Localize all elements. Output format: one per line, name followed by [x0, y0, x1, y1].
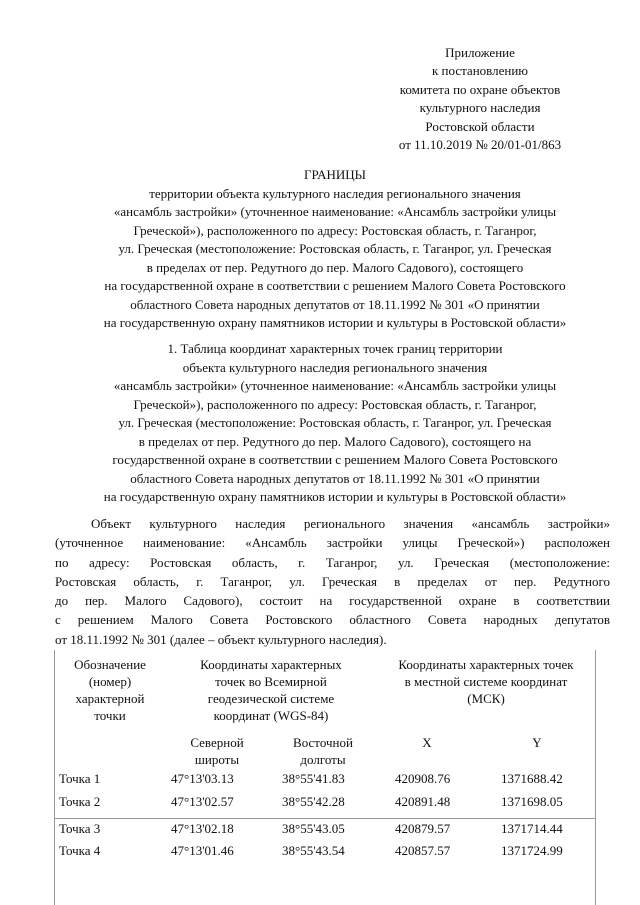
paragraph-line: по адресу: Ростовская область, г. Таганрог, ул. Греческая (местоположение:: [55, 554, 610, 570]
subheader-y: [487, 734, 587, 751]
section-line: объекта культурного наследия регионального значения: [182, 359, 488, 375]
table-row: [55, 791, 595, 813]
header-text: Восточной: [293, 735, 353, 750]
latitude-cell: 47°13'03.13: [171, 771, 234, 786]
paragraph-line: с решением Малого Совета Ростовского областного Совета народных депутатов: [55, 612, 610, 628]
x-cell: 420908.76: [395, 771, 451, 786]
latitude-cell: 47°13'02.18: [171, 821, 234, 836]
longitude-cell: 38°55'43.05: [282, 821, 345, 836]
table-row: [55, 818, 595, 840]
header-text: Координаты характерных точек: [398, 657, 574, 672]
section-line: на государственную охрану памятников истории и культуры в Ростовской области»: [103, 489, 567, 504]
title-line: ул. Греческая (местоположение: Ростовская область, г. Таганрог, ул. Греческая: [118, 241, 552, 256]
y-cell: 1371714.44: [501, 821, 563, 836]
section-line: ул. Греческая (местоположение: Ростовская область, г. Таганрог, ул. Греческая: [118, 415, 552, 430]
section-line: Греческой»), расположенного по адресу: Ростовская область, г. Таганрог,: [133, 396, 537, 412]
body-paragraph: [55, 514, 610, 649]
x-cell: 420891.48: [395, 794, 451, 809]
title-line: на государственной охране в соответствии с решением Малого Совета Ростовского: [104, 278, 566, 293]
table-row: [55, 768, 595, 790]
appendix-header: [380, 44, 580, 154]
paragraph-line: Ростовская область, г. Таганрог, ул. Греческая в пределах от пер. Редутного: [55, 573, 610, 589]
point-cell: Точка 1: [59, 771, 101, 786]
subheader-x: [377, 734, 477, 751]
appendix-line: Приложение: [445, 45, 515, 60]
header-msk: [377, 656, 595, 707]
header-text: точек во Всемирной: [215, 674, 327, 689]
point-cell: Точка 3: [59, 821, 101, 836]
y-cell: 1371698.05: [501, 794, 563, 809]
title-line: территории объекта культурного наследия регионального значения: [149, 185, 521, 201]
point-cell: Точка 2: [59, 794, 101, 809]
subheader-longitude: [269, 734, 377, 768]
title-line: «ансамбль застройки» (уточненное наименование: «Ансамбль застройки улицы: [113, 204, 557, 219]
appendix-line: Ростовской области: [425, 118, 535, 134]
appendix-line: культурного наследия: [419, 100, 541, 116]
header-text: Координаты характерных: [200, 657, 342, 672]
subheader-latitude: [167, 734, 267, 768]
longitude-cell: 38°55'42.28: [282, 794, 345, 809]
appendix-line: комитета по охране объектов: [399, 81, 561, 97]
title-line: Греческой»), расположенного по адресу: Ростовская область, г. Таганрог,: [133, 222, 537, 238]
paragraph-line: от 18.11.1992 № 301 (далее – объект культурного наследия).: [55, 631, 387, 647]
header-text: геодезической системе: [207, 691, 335, 706]
header-text: в местной системе координат: [404, 674, 568, 689]
x-cell: 420857.57: [395, 843, 451, 858]
point-cell: Точка 4: [59, 843, 101, 858]
section-line: «ансамбль застройки» (уточненное наименование: «Ансамбль застройки улицы: [113, 378, 557, 393]
longitude-cell: 38°55'41.83: [282, 771, 345, 786]
y-cell: 1371724.99: [501, 843, 563, 858]
header-text: координат (WGS-84): [213, 708, 329, 723]
x-cell: 420879.57: [395, 821, 451, 836]
header-text: Обозначение: [74, 657, 146, 672]
paragraph-line: до пер. Малого Садового), состоит на государственной охране в соответствии: [55, 593, 610, 609]
section-line: 1. Таблица координат характерных точек границ территории: [167, 341, 503, 356]
title-heading: ГРАНИЦЫ: [304, 167, 366, 182]
header-text: точки: [94, 708, 126, 723]
paragraph-line: Объект культурного наследия регионального значения «ансамбль застройки»: [91, 516, 610, 531]
section-heading: [40, 340, 630, 507]
paragraph-line: (уточненное наименование: «Ансамбль застройки улицы Греческой») расположен: [55, 535, 610, 551]
latitude-cell: 47°13'02.57: [171, 794, 234, 809]
table-row: [55, 840, 595, 862]
header-text: долготы: [300, 752, 346, 767]
appendix-line: к постановлению: [431, 63, 529, 79]
header-text: широты: [194, 752, 240, 767]
document-title: [40, 166, 630, 333]
latitude-cell: 47°13'01.46: [171, 843, 234, 858]
header-text: характерной: [75, 691, 145, 706]
header-point-designation: [55, 656, 165, 724]
coordinates-table: [54, 650, 596, 905]
header-text: (номер): [88, 674, 132, 689]
title-line: в пределах от пер. Редутного до пер. Малого Садового), состоящего: [146, 259, 524, 275]
appendix-line: от 11.10.2019 № 20/01-01/863: [398, 137, 562, 153]
y-cell: 1371688.42: [501, 771, 563, 786]
section-line: в пределах от пер. Редутного до пер. Малого Садового), состоящего на: [138, 433, 532, 449]
section-line: государственной охране в соответствии с решением Малого Совета Ростовского: [112, 452, 558, 467]
header-text: (МСК): [467, 691, 505, 706]
header-text: Y: [532, 735, 542, 750]
header-text: Северной: [190, 735, 244, 750]
section-line: областного Совета народных депутатов от 18.11.1992 № 301 «О принятии: [130, 470, 540, 486]
title-line: на государственную охрану памятников истории и культуры в Ростовской области»: [103, 315, 567, 330]
title-line: областного Совета народных депутатов от 18.11.1992 № 301 «О принятии: [130, 296, 540, 312]
header-wgs84: [167, 656, 375, 724]
header-text: X: [422, 735, 432, 750]
longitude-cell: 38°55'43.54: [282, 843, 345, 858]
